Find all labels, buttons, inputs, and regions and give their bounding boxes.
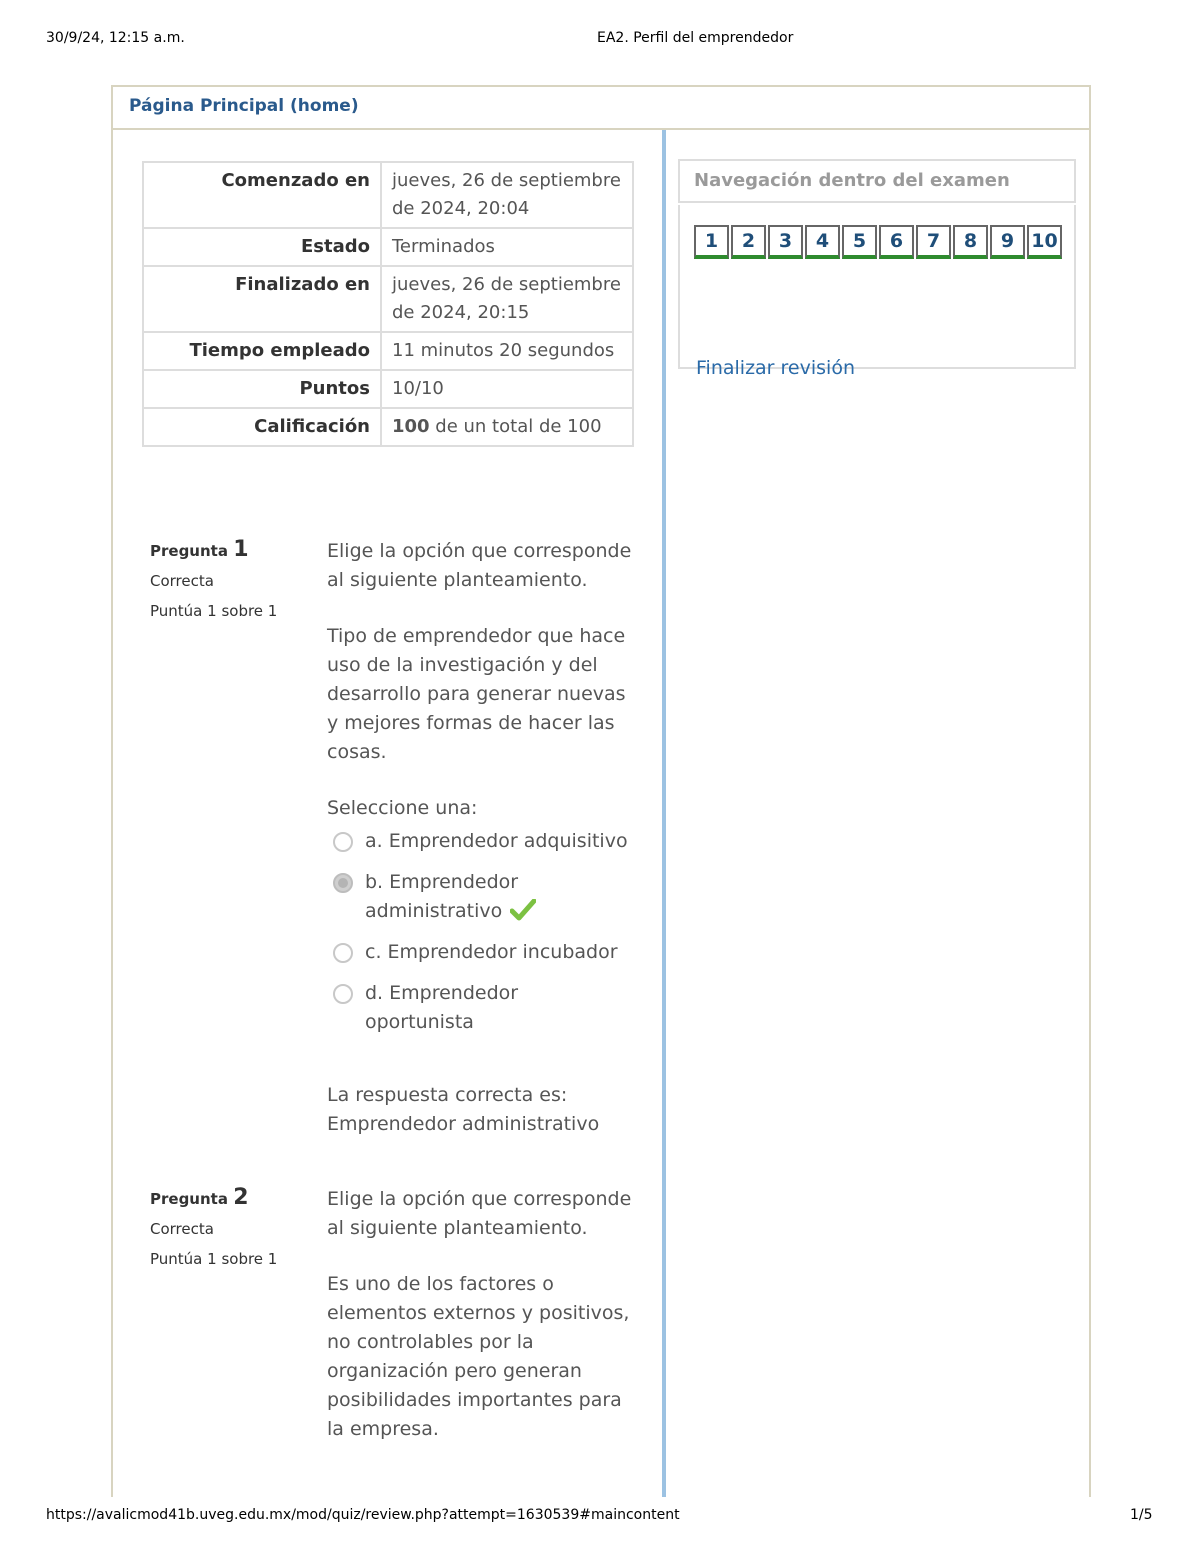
attempt-summary-table: [142, 161, 634, 447]
question-content: [327, 537, 632, 1139]
answer-option-b[interactable]: [327, 868, 632, 926]
quiz-nav-button-7[interactable]: 7: [916, 225, 951, 259]
print-datetime: 30/9/24, 12:15 a.m.: [46, 30, 185, 46]
radio-button[interactable]: [333, 984, 353, 1004]
print-url: https://avalicmod41b.uveg.edu.mx/mod/quiz/review.php?attempt=1630539#maincontent: [46, 1507, 680, 1523]
summary-label: Finalizado en: [143, 266, 381, 332]
question-info: [150, 537, 320, 620]
quiz-nav-button-10[interactable]: 10: [1027, 225, 1062, 259]
grade-value: 100: [392, 416, 430, 437]
summary-row-started: [143, 162, 633, 228]
finish-review-link[interactable]: Finalizar revisión: [696, 357, 855, 379]
quiz-navigation-buttons: [694, 225, 1064, 268]
summary-label: Tiempo empleado: [143, 332, 381, 370]
answer-prompt: Seleccione una:: [327, 797, 478, 819]
question-text: Tipo de emprendedor que hace uso de la investigación y del desarrollo para generar nuevas y mejores formas de hacer las cosas.: [327, 625, 626, 763]
answer-option-label: b. Emprendedor administrativo: [365, 871, 519, 922]
quiz-navigation-title: Navegación dentro del examen: [678, 159, 1076, 203]
summary-value: [381, 408, 633, 446]
summary-row-time-taken: [143, 332, 633, 370]
question-label: Pregunta: [150, 542, 228, 560]
answer-option-label: d. Emprendedor oportunista: [365, 982, 519, 1033]
summary-row-points: [143, 370, 633, 408]
summary-value: jueves, 26 de septiembre de 2024, 20:04: [381, 162, 633, 228]
summary-label: Calificación: [143, 408, 381, 446]
quiz-nav-button-6[interactable]: 6: [879, 225, 914, 259]
print-title: EA2. Perfil del emprendedor: [597, 30, 794, 46]
question-intro: Elige la opción que corresponde al siguiente planteamiento.: [327, 1188, 632, 1239]
summary-label: Puntos: [143, 370, 381, 408]
radio-button-selected[interactable]: [333, 873, 353, 893]
question-mark: Puntúa 1 sobre 1: [150, 602, 278, 620]
radio-button[interactable]: [333, 943, 353, 963]
grade-total: de un total de 100: [429, 416, 602, 437]
quiz-nav-button-2[interactable]: 2: [731, 225, 766, 259]
quiz-nav-button-1[interactable]: 1: [694, 225, 729, 259]
breadcrumb: [111, 85, 1091, 130]
summary-value: jueves, 26 de septiembre de 2024, 20:15: [381, 266, 633, 332]
radio-button[interactable]: [333, 832, 353, 852]
question-number: [150, 1185, 320, 1210]
quiz-nav-button-4[interactable]: 4: [805, 225, 840, 259]
answer-option-label: c. Emprendedor incubador: [365, 941, 618, 963]
quiz-navigation-block: [678, 159, 1076, 379]
answer-option-label: a. Emprendedor adquisitivo: [365, 830, 628, 852]
correct-answer-feedback: La respuesta correcta es: Emprendedor administrativo: [327, 1084, 600, 1135]
question-number: [150, 537, 320, 562]
question-label: Pregunta: [150, 1190, 228, 1208]
column-divider: [662, 130, 666, 1497]
answer-option-a[interactable]: [327, 827, 632, 856]
quiz-nav-button-5[interactable]: 5: [842, 225, 877, 259]
question-info: [150, 1185, 320, 1268]
answer-option-c[interactable]: [327, 938, 632, 967]
quiz-navigation-body: [678, 205, 1076, 379]
check-icon: [510, 899, 536, 921]
quiz-nav-button-8[interactable]: 8: [953, 225, 988, 259]
question-text: Es uno de los factores o elementos externos y positivos, no controlables por la organización pero generan posibilidades importantes para la empresa.: [327, 1273, 630, 1440]
print-page-number: 1/5: [1130, 1507, 1153, 1523]
quiz-nav-button-9[interactable]: 9: [990, 225, 1025, 259]
summary-row-grade: [143, 408, 633, 446]
quiz-nav-button-3[interactable]: 3: [768, 225, 803, 259]
summary-value: 11 minutos 20 segundos: [381, 332, 633, 370]
breadcrumb-home-link[interactable]: Página Principal (home): [129, 96, 359, 116]
answer-option-d[interactable]: [327, 979, 632, 1037]
question-mark: Puntúa 1 sobre 1: [150, 1250, 278, 1268]
question-intro: Elige la opción que corresponde al siguiente planteamiento.: [327, 540, 632, 591]
question-state: Correcta: [150, 1220, 214, 1238]
question-number-value: 1: [233, 537, 249, 562]
question-number-value: 2: [233, 1185, 249, 1210]
summary-label: Estado: [143, 228, 381, 266]
summary-value: 10/10: [381, 370, 633, 408]
summary-label: Comenzado en: [143, 162, 381, 228]
summary-value: Terminados: [381, 228, 633, 266]
summary-row-state: [143, 228, 633, 266]
question-state: Correcta: [150, 572, 214, 590]
summary-row-finished: [143, 266, 633, 332]
question-content: [327, 1185, 632, 1471]
